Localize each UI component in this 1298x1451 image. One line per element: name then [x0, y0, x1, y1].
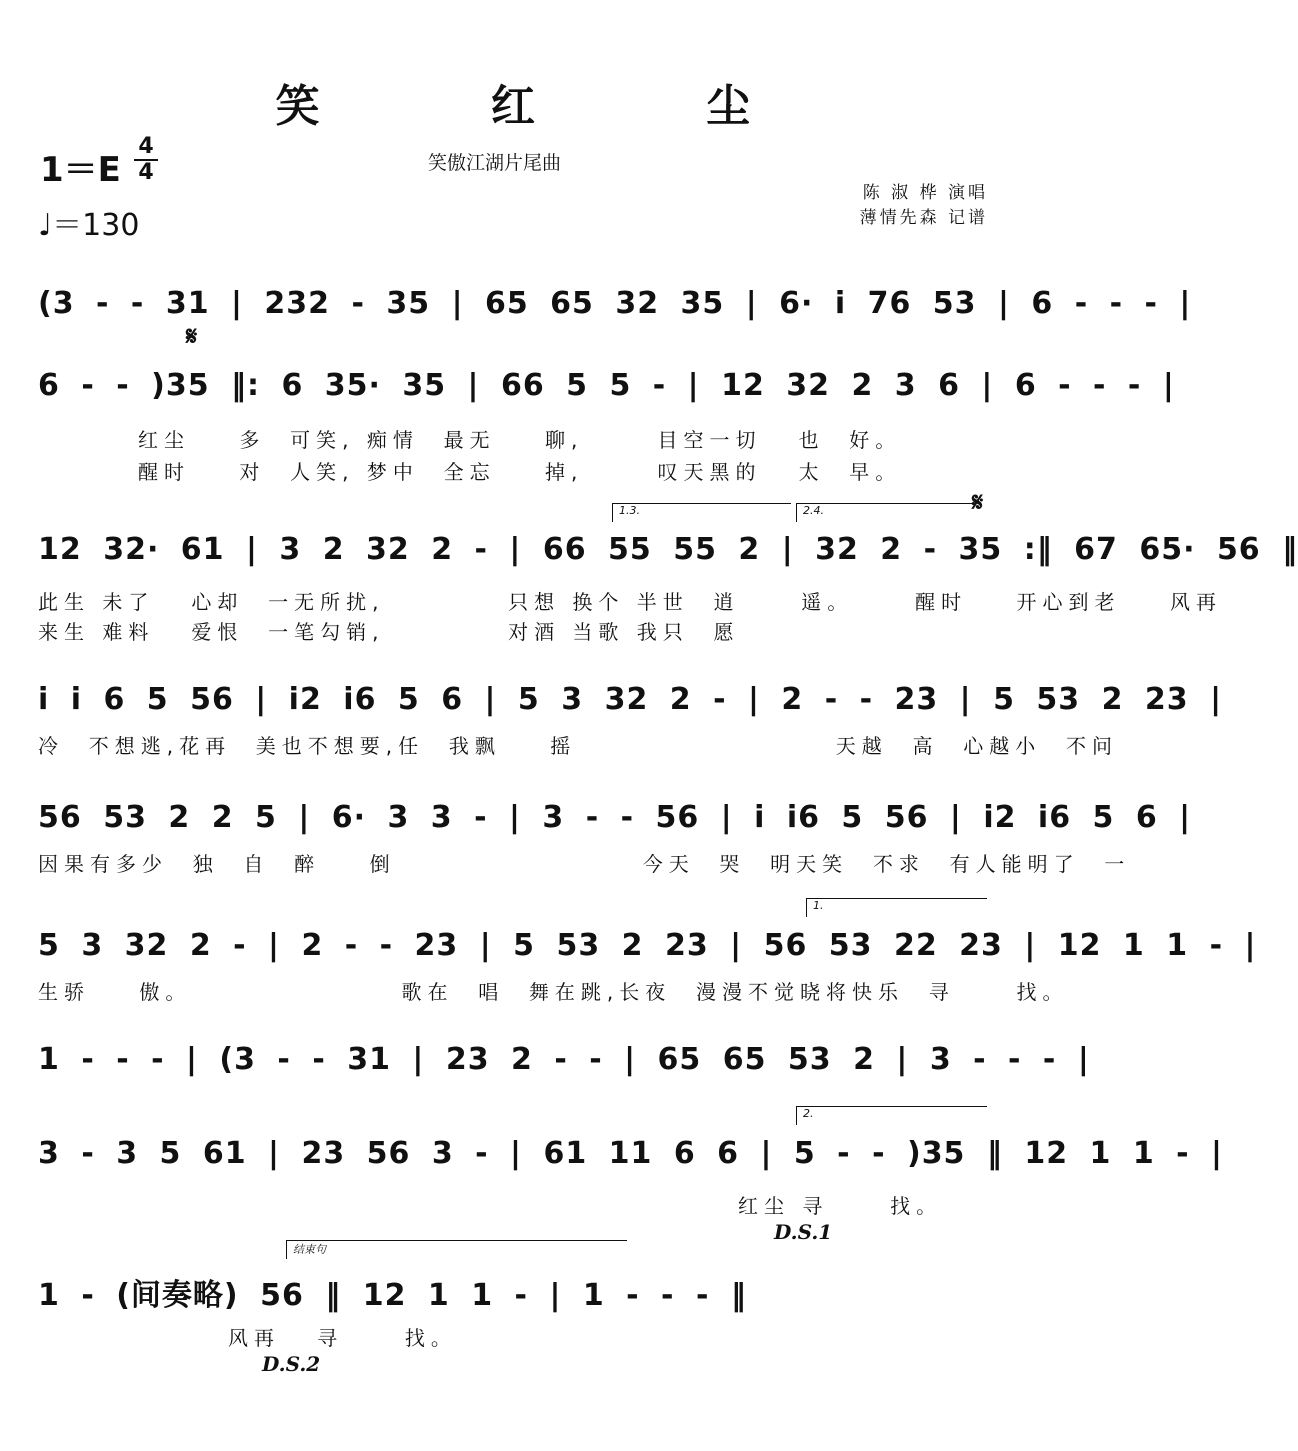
score-system	[38, 674, 1223, 728]
transcriber-credit: 薄情先森 记谱	[859, 208, 988, 228]
dal-segno-1: D.S.1	[774, 1220, 833, 1244]
lyric-line: 风再 寻 找。	[228, 1326, 457, 1350]
notation-line: 56 53 2 2 5 | 6· 3 3 - | 3 - - 56 | i i6 5 56 | i2 i6 5 6 |	[38, 800, 1192, 835]
lyric-line: 冷 不想逃,花再 美也不想要,任 我飘 摇 天越 高 心越小 不问	[38, 734, 1118, 758]
volta-label: 1.	[806, 898, 987, 917]
score-system	[38, 524, 1298, 578]
notation-line: 3 - 3 5 61 | 23 56 3 - | 61 11 6 6 | 5 - - )35 ‖ 12 1 1 - |	[38, 1136, 1224, 1171]
score-system	[38, 1034, 1090, 1088]
notation-line: 1 - - - | (3 - - 31 | 23 2 - - | 65 65 53 2 | 3 - - - |	[38, 1042, 1090, 1077]
lyric-line: 来生 难料 爱恨 一笔勾销, 对酒 当歌 我只 愿	[38, 620, 740, 644]
meter-top: 4	[138, 134, 154, 159]
lyric-line: 生骄 傲。 歌在 唱 舞在跳,长夜 漫漫不觉晓将快乐 寻 找。	[38, 980, 1069, 1004]
notation-line: 5 3 32 2 - | 2 - - 23 | 5 53 2 23 | 56 53 22 23 | 12 1 1 - |	[38, 928, 1257, 963]
score-system	[38, 920, 1257, 974]
volta-label: 1.3.	[612, 503, 791, 522]
singer-credit: 陈 淑 桦 演唱	[862, 183, 988, 203]
notation-line: 6 - - )35 ‖: 6 35· 35 | 66 5 5 - | 12 32 2 3 6 | 6 - - - |	[38, 368, 1175, 403]
tempo-marking: ♩＝130	[38, 208, 140, 243]
volta-label: 2.4.	[796, 503, 973, 522]
lyric-line: 红尘 寻 找。	[738, 1194, 943, 1218]
notation-line: 1 - (间奏略) 56 ‖ 12 1 1 - | 1 - - - ‖	[38, 1278, 747, 1313]
score-system	[38, 792, 1192, 846]
dal-segno-2: D.S.2	[262, 1352, 321, 1376]
score-system	[38, 1262, 747, 1316]
segno-sign: 𝄋	[972, 488, 984, 518]
notation-line: i i 6 5 56 | i2 i6 5 6 | 5 3 32 2 - | 2 - - 23 | 5 53 2 23 |	[38, 682, 1223, 717]
score-system	[38, 1128, 1224, 1182]
key-signature: 1＝E	[40, 150, 121, 190]
lyric-line: 红尘 多 可笑, 痴情 最无 聊, 目空一切 也 好。	[138, 428, 902, 452]
lyric-line: 因果有多少 独 自 醉 倒 今天 哭 明天笑 不求 有人能明了 一	[38, 852, 1131, 876]
notation-line: 12 32· 61 | 3 2 32 2 - | 66 55 55 2 | 32 2 - 35 :‖ 67 65· 56 ‖	[38, 532, 1298, 567]
segno-sign: 𝄋	[186, 322, 198, 352]
volta-label: 2.	[796, 1106, 987, 1125]
subtitle: 笑傲江湖片尾曲	[428, 152, 562, 174]
lyric-line: 此生 未了 心却 一无所扰, 只想 换个 半世 逍 遥。 醒时 开心到老 风再	[38, 590, 1222, 614]
notation-line: (3 - - 31 | 232 - 35 | 65 65 32 35 | 6· i 76 53 | 6 - - - |	[38, 286, 1192, 321]
lyric-line: 醒时 对 人笑, 梦中 全忘 掉, 叹天黑的 太 早。	[138, 460, 902, 484]
volta-label: 结束句	[286, 1240, 627, 1259]
song-title: 笑 红 尘	[275, 81, 829, 132]
time-signature	[130, 136, 162, 184]
score-system	[38, 360, 1175, 414]
meter-bottom: 4	[138, 160, 154, 185]
score-system	[38, 278, 1192, 332]
